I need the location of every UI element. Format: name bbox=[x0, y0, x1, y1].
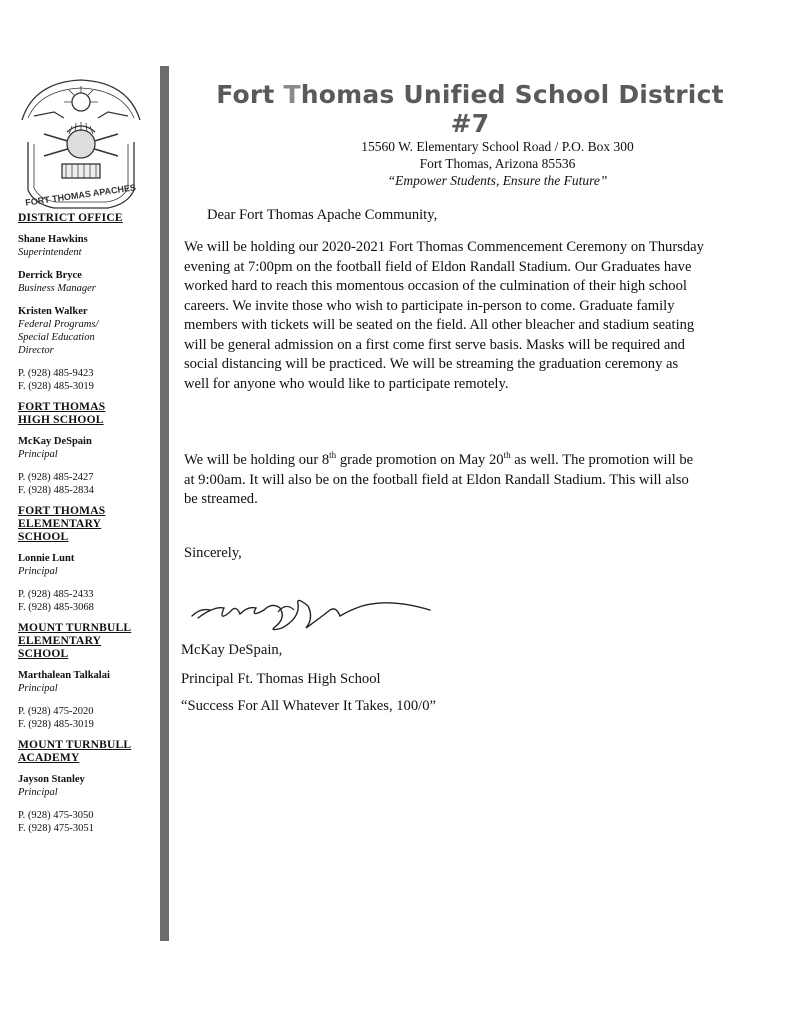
letter-closing: Sincerely, bbox=[184, 545, 242, 561]
district-name bbox=[210, 80, 730, 138]
vertical-divider bbox=[160, 66, 169, 941]
fax-number: F. (928) 485-3019 bbox=[18, 719, 94, 730]
district-seal-logo bbox=[14, 72, 148, 210]
high-school-section bbox=[18, 401, 158, 497]
signer-title: Principal Ft. Thomas High School bbox=[181, 671, 381, 687]
signer-quote: “Success For All Whatever It Takes, 100/0” bbox=[181, 698, 436, 714]
address-line: 15560 W. Elementary School Road / P.O. Box 300 bbox=[361, 139, 634, 154]
letterhead bbox=[170, 80, 730, 189]
fax-number: F. (928) 475-3051 bbox=[18, 823, 94, 834]
staff-role: Principal bbox=[18, 683, 58, 694]
staff-entry bbox=[18, 669, 158, 695]
district-name-part: homas Unified School District #7 bbox=[300, 80, 724, 138]
fax-number: F. (928) 485-2834 bbox=[18, 485, 94, 496]
contact-numbers bbox=[18, 367, 158, 393]
elementary-section bbox=[18, 505, 158, 614]
staff-role: Federal Programs/ Special Education Director bbox=[18, 319, 99, 356]
staff-role: Principal bbox=[18, 787, 58, 798]
high-school-heading: FORT THOMAS HIGH SCHOOL bbox=[18, 401, 106, 426]
sidebar bbox=[18, 212, 158, 843]
staff-role: Principal bbox=[18, 566, 58, 577]
paragraph-text: We will be holding our 8 bbox=[184, 452, 330, 468]
contact-numbers bbox=[18, 471, 158, 497]
mount-turnbull-elementary-heading: MOUNT TURNBULL ELEMENTARY SCHOOL bbox=[18, 622, 132, 660]
staff-entry bbox=[18, 269, 158, 295]
staff-entry bbox=[18, 233, 158, 259]
address-line: Fort Thomas, Arizona 85536 bbox=[419, 156, 576, 171]
mount-turnbull-academy-heading: MOUNT TURNBULL ACADEMY bbox=[18, 739, 132, 764]
district-motto: “Empower Students, Ensure the Future” bbox=[387, 173, 608, 188]
staff-entry bbox=[18, 435, 158, 461]
district-office-heading: DISTRICT OFFICE bbox=[18, 212, 123, 224]
handwritten-signature bbox=[190, 588, 440, 648]
staff-role: Superintendent bbox=[18, 247, 82, 258]
paragraph-text: grade promotion on May 20 bbox=[336, 452, 504, 468]
phone-number: P. (928) 485-2427 bbox=[18, 472, 94, 483]
district-name-part: T bbox=[283, 80, 301, 109]
staff-entry bbox=[18, 773, 158, 799]
contact-numbers bbox=[18, 588, 158, 614]
staff-name: Shane Hawkins bbox=[18, 234, 88, 245]
phone-number: P. (928) 475-2020 bbox=[18, 706, 94, 717]
fax-number: F. (928) 485-3068 bbox=[18, 602, 94, 613]
staff-name: Jayson Stanley bbox=[18, 774, 85, 785]
superscript: th bbox=[503, 450, 511, 461]
letter-paragraph: We will be holding our 2020-2021 Fort Thomas Commencement Ceremony on Thursday evening at 7:00pm on the football field of Eldon Randall Stadium. Our Graduates have worked hard to reach this momentous occasion of the culmination of their high school careers. We invite those who wish to participate in-person to come. Graduate family members with tickets will be seated on the field. All other bleacher and stadium seating will be general admission on a first come first serve basis. Masks will be required and social distancing will be practiced. We will be streaming the graduation ceremony as well for anyone who would like to participate remotely. bbox=[184, 239, 704, 392]
address-block bbox=[265, 138, 730, 189]
staff-name: Lonnie Lunt bbox=[18, 553, 75, 564]
superscript: th bbox=[329, 450, 337, 461]
staff-entry bbox=[18, 305, 158, 357]
mount-turnbull-elementary-section bbox=[18, 622, 158, 731]
paragraph-text: as well. The promotion will be at 9:00am. It will also be on the football field at Eldon Randall Stadium. This will also be streamed. bbox=[184, 452, 694, 507]
elementary-heading: FORT THOMAS ELEMENTARY SCHOOL bbox=[18, 505, 106, 543]
letter-greeting: Dear Fort Thomas Apache Community, bbox=[207, 207, 438, 223]
staff-name: McKay DeSpain bbox=[18, 436, 92, 447]
phone-number: P. (928) 485-9423 bbox=[18, 368, 94, 379]
staff-role: Principal bbox=[18, 449, 58, 460]
logo-ring-text: FORT THOMAS APACHES bbox=[24, 182, 137, 208]
district-office-section bbox=[18, 212, 158, 393]
contact-numbers bbox=[18, 705, 158, 731]
signer-name: McKay DeSpain, bbox=[181, 642, 283, 658]
phone-number: P. (928) 475-3050 bbox=[18, 810, 94, 821]
staff-name: Marthalean Talkalai bbox=[18, 670, 110, 681]
mount-turnbull-academy-section bbox=[18, 739, 158, 835]
staff-name: Kristen Walker bbox=[18, 306, 88, 317]
fax-number: F. (928) 485-3019 bbox=[18, 381, 94, 392]
letter-paragraph bbox=[184, 451, 704, 510]
staff-role: Business Manager bbox=[18, 283, 96, 294]
staff-name: Derrick Bryce bbox=[18, 270, 82, 281]
staff-entry bbox=[18, 552, 158, 578]
contact-numbers bbox=[18, 809, 158, 835]
district-name-part: Fort bbox=[216, 80, 284, 109]
phone-number: P. (928) 485-2433 bbox=[18, 589, 94, 600]
